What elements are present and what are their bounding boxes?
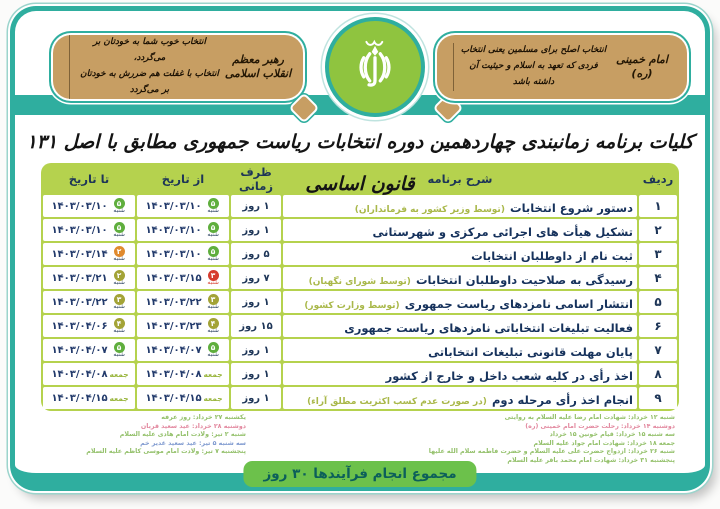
- weekday-badge: جمعه: [109, 369, 129, 379]
- date-value: ۱۴۰۳/۰۳/۲۳: [145, 320, 202, 332]
- description-text: فعالیت تبلیغات انتخاباتی نامزدهای ریاست جمهوری: [344, 320, 633, 335]
- weekday-badge: ۵ شنبه: [113, 223, 125, 238]
- date-value: ۱۴۰۳/۰۳/۲۲: [145, 296, 202, 308]
- from-date: [137, 339, 229, 361]
- allah-emblem-icon: [325, 17, 425, 117]
- footnote: سه شنبه ۱۵ خرداد: قیام خونین ۱۵ خرداد: [549, 431, 675, 439]
- date-value: ۱۴۰۳/۰۴/۱۵: [51, 392, 108, 404]
- weekday-badge: ۳ شنبه: [207, 271, 219, 286]
- weekday-badge: جمعه: [203, 369, 223, 379]
- footnote: پنجشنبه ۷ تیر: ولادت امام موسی کاظم علیه السلام: [86, 448, 246, 456]
- to-date: [43, 195, 135, 217]
- footnotes-section: [15, 411, 705, 466]
- footnote: سه شنبه ۵ تیر: عید سعید غدیر خم: [140, 439, 246, 447]
- total-days-banner: مجموع انجام فرآیندها ۳۰ روز: [243, 461, 476, 487]
- date-value: ۱۴۰۳/۰۳/۱۰: [145, 200, 202, 212]
- col-row-number: ردیف: [642, 172, 674, 186]
- from-date: [137, 291, 229, 313]
- date-value: ۱۴۰۳/۰۴/۰۷: [51, 344, 108, 356]
- duration: ۱۵ روز: [231, 315, 281, 337]
- schedule-table: [41, 163, 679, 411]
- imam-attribution: امام خمینی (ره): [616, 53, 668, 80]
- date-value: ۱۴۰۳/۰۳/۱۰: [145, 224, 202, 236]
- table-row: [43, 291, 677, 313]
- col-to-date: تا تاریخ: [68, 172, 110, 186]
- election-schedule-poster: [10, 6, 710, 491]
- col-duration: ظرف زمانی: [238, 165, 273, 193]
- to-date: [43, 363, 135, 385]
- description-text: تشکیل هیأت های اجرائی مرکزی و شهرستانی: [372, 224, 633, 239]
- footnote: شنبه ۱۲ خرداد: شهادت امام رضا علیه السلام به روایتی: [504, 414, 675, 421]
- duration: ۵ روز: [231, 243, 281, 265]
- table-row: [43, 195, 677, 217]
- description-text: انتشار اسامی نامزدهای ریاست جمهوری: [404, 296, 633, 311]
- date-value: ۱۴۰۳/۰۳/۱۴: [51, 248, 108, 260]
- page-title: کلیات برنامه زمانبندی چهاردهمین دوره انتخابات ریاست جمهوری مطابق با اصل ۱۳۱ قانون اساسی: [26, 131, 694, 195]
- to-date: [43, 243, 135, 265]
- duration: ۱ روز: [231, 219, 281, 241]
- leader-attribution: رهبر معظم انقلاب اسلامی: [224, 53, 292, 80]
- header-ornament-row: [15, 11, 705, 121]
- program-description: [283, 363, 637, 385]
- program-description: [283, 243, 637, 265]
- table-row: [43, 219, 677, 241]
- description-text: رسیدگی به صلاحیت داوطلبان انتخابات: [416, 272, 633, 287]
- date-value: ۱۴۰۳/۰۴/۰۸: [145, 368, 202, 380]
- description-note: (در صورت عدم کسب اکثریت مطلق آراء): [307, 396, 487, 407]
- description-text: اخذ رأی در کلیه شعب داخل و خارج از کشور: [385, 368, 633, 383]
- program-description: [283, 387, 637, 409]
- duration: ۱ روز: [231, 363, 281, 385]
- imam-quote-panel: [437, 35, 687, 99]
- weekday-badge: ۵ شنبه: [207, 343, 219, 358]
- schedule-table-wrap: [15, 163, 705, 411]
- description-text: دستور شروع انتخابات: [510, 200, 633, 215]
- from-date: [137, 363, 229, 385]
- duration: ۱ روز: [231, 387, 281, 409]
- imam-quote-line2: فردی که تعهد به اسلام و حیثیت آن داشته باشد: [469, 61, 598, 87]
- weekday-badge: ۴ شنبه: [207, 319, 219, 334]
- leader-quote-line2: انتخاب با غفلت هم ضررش به خودتان بر می‌گردد: [80, 69, 219, 95]
- to-date: [43, 219, 135, 241]
- program-description: [283, 267, 637, 289]
- date-value: ۱۴۰۳/۰۳/۱۵: [145, 272, 202, 284]
- date-value: ۱۴۰۳/۰۳/۱۰: [145, 248, 202, 260]
- col-description: شرح برنامه: [427, 172, 493, 186]
- leader-quote-line1: انتخاب خوب شما به خودتان بر می‌گردد،: [93, 37, 206, 64]
- date-value: ۱۴۰۳/۰۳/۱۰: [51, 224, 108, 236]
- col-from-date: از تاریخ: [161, 172, 205, 186]
- row-number: ۹: [639, 387, 677, 409]
- from-date: [137, 387, 229, 409]
- row-number: ۶: [639, 315, 677, 337]
- description-text: ثبت نام از داوطلبان انتخابات: [471, 248, 633, 263]
- weekday-badge: ۵ شنبه: [207, 199, 219, 214]
- weekday-badge: ۲ شنبه: [113, 247, 125, 262]
- program-description: [283, 339, 637, 361]
- date-value: ۱۴۰۳/۰۳/۲۱: [51, 272, 108, 284]
- from-date: [137, 219, 229, 241]
- weekday-badge: ۲ شنبه: [113, 271, 125, 286]
- table-row: [43, 339, 677, 361]
- duration: ۷ روز: [231, 267, 281, 289]
- description-note: (توسط وزیر کشور به فرمانداران): [354, 204, 505, 215]
- footnote: شنبه ۲۶ خرداد: ازدواج حضرت علی علیه السلام و حضرت فاطمه سلام الله علیها: [428, 448, 675, 456]
- from-date: [137, 243, 229, 265]
- footnotes-right: [420, 414, 675, 466]
- table-row: [43, 267, 677, 289]
- program-description: [283, 315, 637, 337]
- to-date: [43, 387, 135, 409]
- table-row: [43, 387, 677, 409]
- weekday-badge: ۵ شنبه: [113, 199, 125, 214]
- footnote: شنبه ۲ تیر: ولادت امام هادی علیه السلام: [119, 431, 246, 439]
- date-value: ۱۴۰۳/۰۳/۲۲: [51, 296, 108, 308]
- footnote: دوشنبه ۲۸ خرداد: عید سعید قربان: [140, 422, 246, 430]
- row-number: ۴: [639, 267, 677, 289]
- program-description: [283, 291, 637, 313]
- date-value: ۱۴۰۳/۰۳/۱۰: [51, 200, 108, 212]
- description-text: انجام اخذ رأی مرحله دوم: [492, 392, 633, 407]
- row-number: ۵: [639, 291, 677, 313]
- row-number: ۳: [639, 243, 677, 265]
- imam-quote: [453, 43, 607, 90]
- duration: ۱ روز: [231, 195, 281, 217]
- footnotes-left: [41, 414, 246, 466]
- from-date: [137, 267, 229, 289]
- duration: ۱ روز: [231, 291, 281, 313]
- from-date: [137, 315, 229, 337]
- weekday-badge: ۳ شنبه: [207, 295, 219, 310]
- footnote: پنجشنبه ۳۱ خرداد: شهادت امام محمد باقر علیه السلام: [507, 456, 675, 464]
- weekday-badge: ۵ شنبه: [113, 343, 125, 358]
- table-row: [43, 243, 677, 265]
- row-number: ۸: [639, 363, 677, 385]
- date-value: ۱۴۰۳/۰۴/۰۸: [51, 368, 108, 380]
- description-note: (توسط شورای نگهبان): [308, 276, 411, 287]
- imam-quote-line1: انتخاب اصلح برای مسلمین یعنی انتخاب: [460, 45, 607, 56]
- date-value: ۱۴۰۳/۰۴/۰۷: [145, 344, 202, 356]
- weekday-badge: ۴ شنبه: [113, 319, 125, 334]
- footnote: یکشنبه ۲۷ خرداد: روز عرفه: [161, 414, 246, 421]
- row-number: ۲: [639, 219, 677, 241]
- row-number: ۱: [639, 195, 677, 217]
- to-date: [43, 339, 135, 361]
- to-date: [43, 267, 135, 289]
- to-date: [43, 291, 135, 313]
- row-number: ۷: [639, 339, 677, 361]
- date-value: ۱۴۰۳/۰۴/۰۶: [51, 320, 108, 332]
- table-row: [43, 315, 677, 337]
- to-date: [43, 315, 135, 337]
- weekday-badge: جمعه: [203, 393, 223, 403]
- from-date: [137, 195, 229, 217]
- description-text: پایان مهلت قانونی تبلیغات انتخاباتی: [428, 344, 633, 359]
- weekday-badge: ۳ شنبه: [113, 295, 125, 310]
- program-description: [283, 219, 637, 241]
- footnote: جمعه ۱۸ خرداد: شهادت امام جواد علیه السلام: [533, 439, 675, 447]
- date-value: ۱۴۰۳/۰۴/۱۵: [145, 392, 202, 404]
- footnote: دوشنبه ۱۴ خرداد: رحلت حضرت امام خمینی (ره): [525, 422, 675, 430]
- weekday-badge: ۵ شنبه: [207, 247, 219, 262]
- table-row: [43, 363, 677, 385]
- duration: ۱ روز: [231, 339, 281, 361]
- description-note: (توسط وزارت کشور): [304, 300, 400, 311]
- leader-quote: [69, 35, 223, 98]
- leader-quote-panel: [53, 35, 303, 99]
- weekday-badge: ۵ شنبه: [207, 223, 219, 238]
- weekday-badge: جمعه: [109, 393, 129, 403]
